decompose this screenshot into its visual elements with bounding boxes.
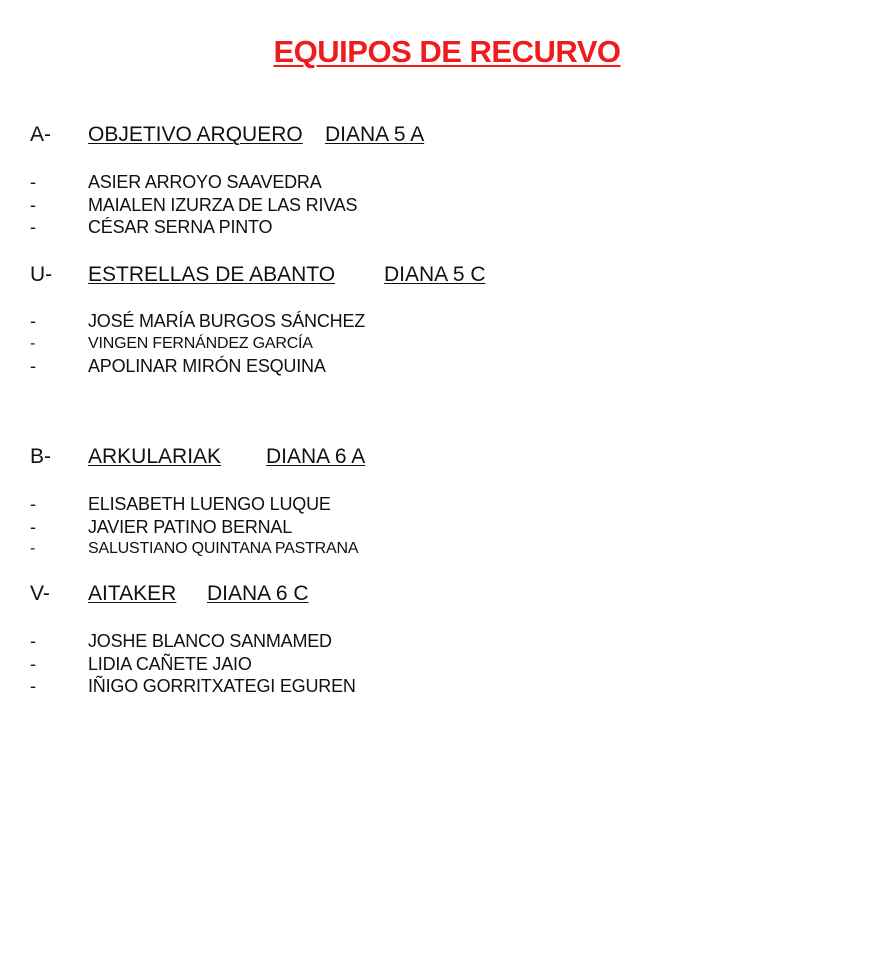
member-name: MAIALEN IZURZA DE LAS RIVAS (88, 194, 358, 215)
list-dash: - (30, 653, 36, 674)
team-name: ESTRELLAS DE ABANTO (88, 263, 336, 286)
team-name: OBJETIVO ARQUERO (88, 123, 303, 146)
list-dash: - (30, 676, 36, 696)
member-name: LIDIA CAÑETE JAIO (88, 653, 252, 674)
list-dash: - (30, 172, 36, 192)
page-title: EQUIPOS DE RECURVO (273, 34, 621, 69)
team-letter: B- (30, 445, 51, 468)
list-dash: - (30, 631, 36, 651)
member-name: JOSÉ MARÍA BURGOS SÁNCHEZ (88, 311, 366, 331)
list-dash: - (30, 516, 36, 537)
list-dash: - (30, 217, 36, 237)
team-letter: A- (30, 123, 51, 146)
team-letter: V- (30, 582, 50, 605)
team-name: AITAKER (88, 582, 177, 605)
list-dash: - (30, 334, 36, 352)
list-dash: - (30, 311, 36, 331)
team-target: DIANA 6 C (207, 582, 309, 605)
team-target: DIANA 5 C (384, 263, 486, 286)
member-name: IÑIGO GORRITXATEGI EGUREN (88, 676, 356, 696)
list-dash: - (30, 494, 36, 514)
team-name: ARKULARIAK (88, 445, 222, 468)
list-dash: - (30, 194, 36, 215)
member-name: APOLINAR MIRÓN ESQUINA (88, 356, 326, 376)
team-target: DIANA 5 A (325, 123, 425, 146)
team-letter: U- (30, 263, 53, 286)
member-name: CÉSAR SERNA PINTO (88, 217, 273, 237)
member-name: SALUSTIANO QUINTANA PASTRANA (88, 540, 359, 557)
member-name: ASIER ARROYO SAAVEDRA (88, 172, 322, 192)
team-target: DIANA 6 A (266, 445, 366, 468)
member-name: VINGEN FERNÁNDEZ GARCÍA (88, 334, 313, 352)
member-name: JOSHE BLANCO SANMAMED (88, 631, 332, 651)
list-dash: - (30, 540, 36, 557)
list-dash: - (30, 356, 36, 376)
member-name: ELISABETH LUENGO LUQUE (88, 494, 331, 514)
member-name: JAVIER PATINO BERNAL (88, 516, 293, 537)
